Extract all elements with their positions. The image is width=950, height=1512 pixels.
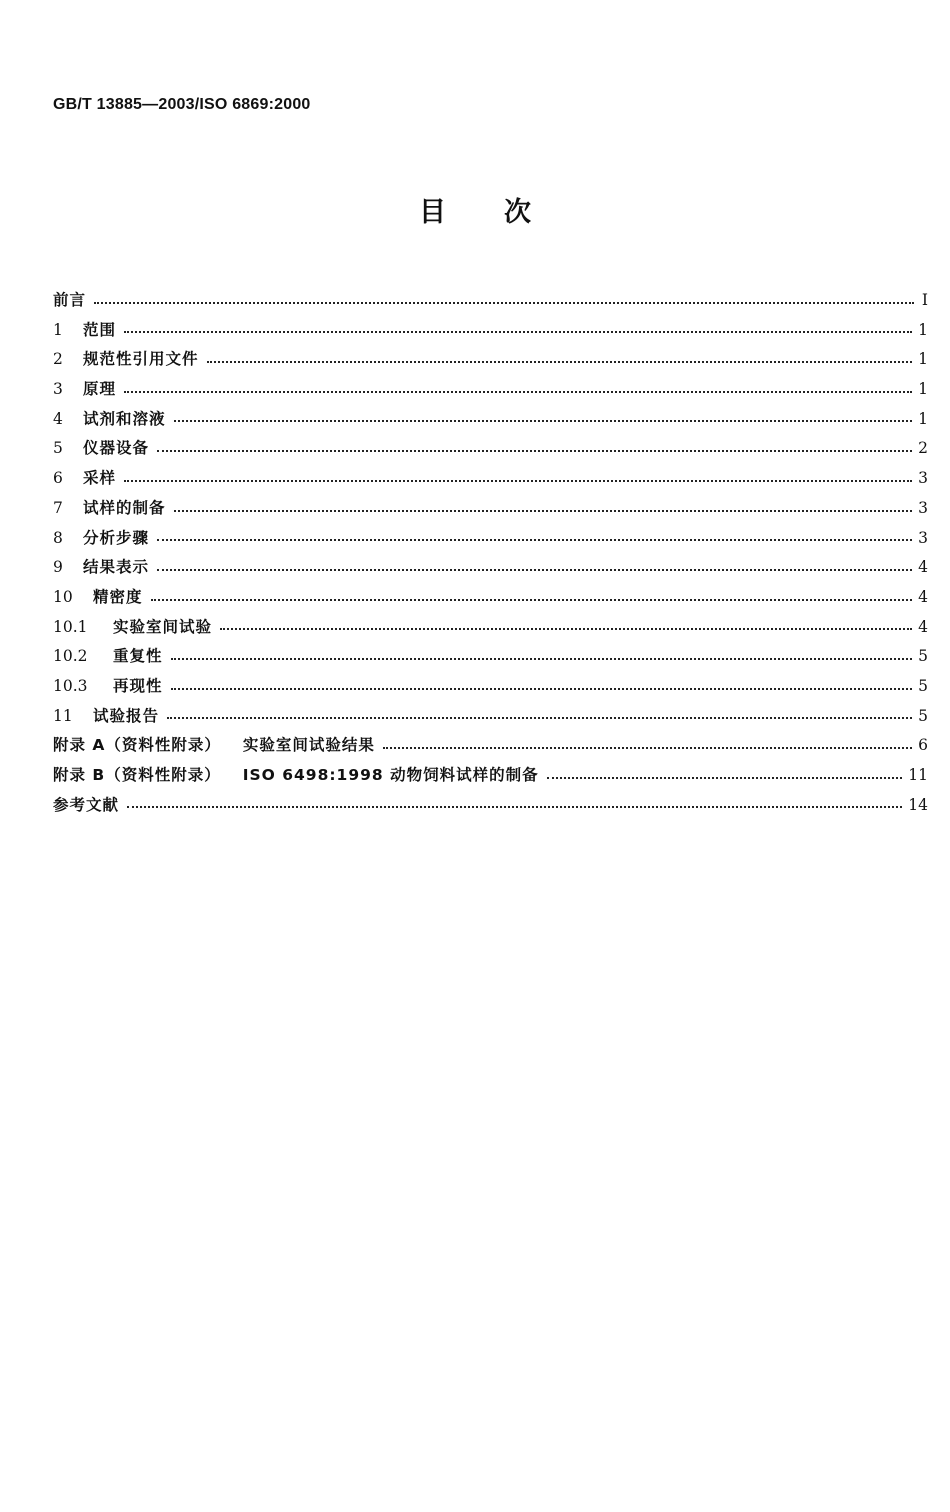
toc-entry-annex-b[interactable] <box>53 761 928 791</box>
toc-entry-number: 8 <box>53 528 63 547</box>
toc-entry-4[interactable] <box>53 405 928 435</box>
toc-entry-9[interactable] <box>53 553 928 583</box>
toc-entry-number: 1 <box>53 320 63 339</box>
dot-leader <box>220 628 912 630</box>
toc-entry-page: 5 <box>918 676 928 695</box>
toc-entry-label: 采样 <box>83 469 117 488</box>
toc-entry-page: 11 <box>908 766 928 784</box>
standard-code: GB/T 13885—2003/ISO 6869:2000 <box>53 96 311 113</box>
toc-entry-11[interactable] <box>53 702 928 732</box>
toc-entry-label: 原理 <box>83 380 117 399</box>
dot-leader <box>157 450 912 452</box>
dot-leader <box>124 331 912 333</box>
toc-entry-label: 分析步骤 <box>83 528 150 547</box>
toc-entry-number: 4 <box>53 409 63 428</box>
toc-entry-label: 规范性引用文件 <box>83 350 199 369</box>
dot-leader <box>124 480 912 482</box>
toc-entry-number: 2 <box>53 350 63 369</box>
toc-entry-number: 6 <box>53 469 63 488</box>
dot-leader <box>157 569 912 571</box>
toc-entry-10-3[interactable] <box>53 672 928 702</box>
toc-entry-number: 10.2 <box>53 647 88 666</box>
dot-leader <box>171 658 913 660</box>
dot-leader <box>174 420 913 422</box>
toc-entry-label: 重复性 <box>113 647 163 666</box>
toc-entry-2[interactable] <box>53 345 928 375</box>
toc-entry-label: ISO 6498:1998 动物饲料试样的制备 <box>242 766 539 784</box>
toc-entry-number: 9 <box>53 558 63 577</box>
toc-entry-number: 10.1 <box>53 617 88 636</box>
toc-entry-number: 7 <box>53 498 63 517</box>
toc-entry-page: 1 <box>918 380 928 399</box>
toc-entry-page: 3 <box>918 498 928 517</box>
toc-entry-annex-prefix: 附录 A（资料性附录） <box>53 736 221 755</box>
toc-entry-label: 仪器设备 <box>83 439 150 458</box>
toc-entry-annex-a[interactable] <box>53 731 928 761</box>
title-char-1: 目 <box>419 197 446 228</box>
dot-leader <box>127 806 902 808</box>
toc-entry-bibliography[interactable] <box>53 791 928 821</box>
dot-leader <box>207 361 913 363</box>
toc-entry-number: 10.3 <box>53 676 88 695</box>
toc-entry-page: 3 <box>918 469 928 488</box>
toc-entry-8[interactable] <box>53 524 928 554</box>
toc-entry-label: 试验报告 <box>93 706 160 725</box>
toc-entry-label: 参考文献 <box>53 795 120 814</box>
toc-entry-foreword[interactable] <box>53 286 928 316</box>
toc-entry-page: 1 <box>918 409 928 428</box>
toc-entry-10[interactable] <box>53 583 928 613</box>
dot-leader <box>171 688 913 690</box>
toc-entry-annex-prefix: 附录 B（资料性附录） <box>53 766 221 784</box>
toc-entry-page: 4 <box>918 558 928 577</box>
toc-entry-1[interactable] <box>53 316 928 346</box>
toc-entry-6[interactable] <box>53 464 928 494</box>
toc-entry-3[interactable] <box>53 375 928 405</box>
toc-entry-label: 试剂和溶液 <box>83 409 166 428</box>
toc-entry-10-2[interactable] <box>53 642 928 672</box>
toc-entry-label: 精密度 <box>93 587 143 606</box>
dot-leader <box>94 302 914 304</box>
toc-entry-label: 试样的制备 <box>83 498 166 517</box>
dot-leader <box>151 599 913 601</box>
toc-entry-number: 3 <box>53 380 63 399</box>
toc-entry-label: 结果表示 <box>83 558 150 577</box>
toc-entry-page: 3 <box>918 528 928 547</box>
toc-entry-page: 14 <box>908 795 928 814</box>
toc-entry-page: Ⅰ <box>921 291 928 309</box>
dot-leader <box>174 510 913 512</box>
title-char-2: 次 <box>504 197 531 228</box>
toc-entry-number: 10 <box>53 587 73 606</box>
toc-entry-label: 实验室间试验 <box>113 617 213 636</box>
table-of-contents <box>53 286 928 820</box>
toc-entry-7[interactable] <box>53 494 928 524</box>
toc-entry-label: 范围 <box>83 320 117 339</box>
toc-entry-page: 2 <box>918 439 928 458</box>
page-title <box>0 190 950 229</box>
toc-entry-page: 4 <box>918 587 928 606</box>
dot-leader <box>124 391 912 393</box>
toc-entry-page: 4 <box>918 617 928 636</box>
toc-entry-5[interactable] <box>53 434 928 464</box>
dot-leader <box>547 777 903 779</box>
toc-entry-page: 5 <box>918 647 928 666</box>
toc-entry-page: 1 <box>918 350 928 369</box>
toc-entry-label: 再现性 <box>113 676 163 695</box>
toc-entry-10-1[interactable] <box>53 613 928 643</box>
toc-entry-page: 1 <box>918 320 928 339</box>
dot-leader <box>157 539 912 541</box>
dot-leader <box>167 717 912 719</box>
toc-entry-label: 前言 <box>53 291 87 309</box>
toc-entry-page: 6 <box>918 736 928 755</box>
toc-entry-label: 实验室间试验结果 <box>242 736 375 755</box>
toc-entry-number: 11 <box>53 706 73 725</box>
toc-entry-number: 5 <box>53 439 63 458</box>
dot-leader <box>383 747 912 749</box>
toc-entry-page: 5 <box>918 706 928 725</box>
